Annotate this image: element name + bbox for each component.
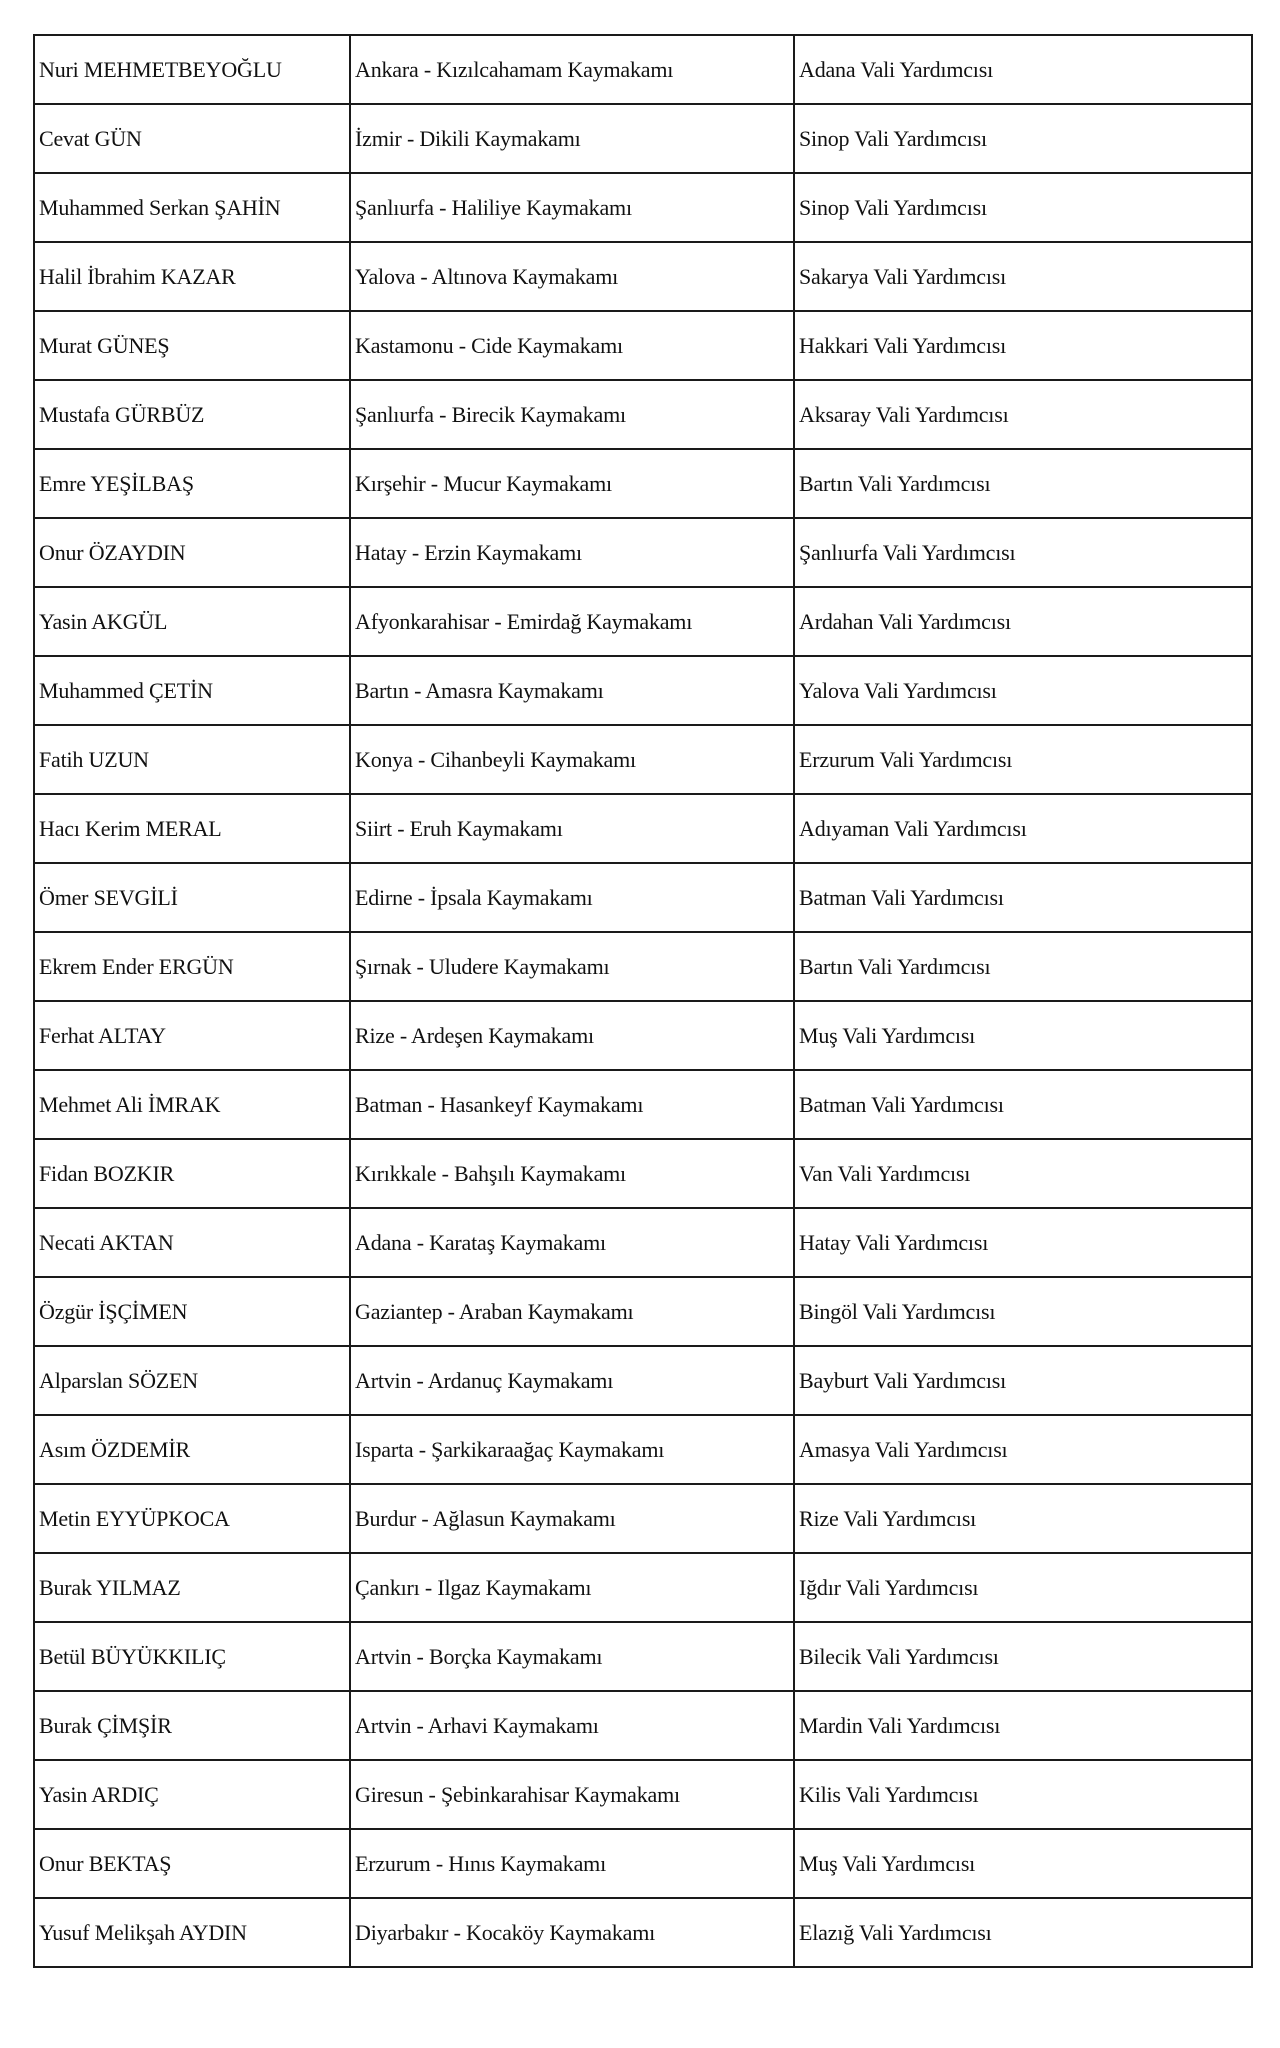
current-post-cell: Şanlıurfa - Birecik Kaymakamı <box>350 380 794 449</box>
current-post-cell: Şanlıurfa - Haliliye Kaymakamı <box>350 173 794 242</box>
official-name-cell: Yasin AKGÜL <box>34 587 350 656</box>
table-row <box>34 518 1252 587</box>
new-post-cell: Sinop Vali Yardımcısı <box>794 104 1252 173</box>
table-row <box>34 1691 1252 1760</box>
current-post-cell: Siirt - Eruh Kaymakamı <box>350 794 794 863</box>
new-post-cell: Mardin Vali Yardımcısı <box>794 1691 1252 1760</box>
official-name-cell: Ömer SEVGİLİ <box>34 863 350 932</box>
official-name-cell: Nuri MEHMETBEYOĞLU <box>34 35 350 104</box>
new-post-cell: Sinop Vali Yardımcısı <box>794 173 1252 242</box>
current-post-cell: İzmir - Dikili Kaymakamı <box>350 104 794 173</box>
current-post-cell: Hatay - Erzin Kaymakamı <box>350 518 794 587</box>
official-name-cell: Necati AKTAN <box>34 1208 350 1277</box>
table-row <box>34 1277 1252 1346</box>
current-post-cell: Şırnak - Uludere Kaymakamı <box>350 932 794 1001</box>
official-name-cell: Burak YILMAZ <box>34 1553 350 1622</box>
table-row <box>34 932 1252 1001</box>
table-row <box>34 449 1252 518</box>
table-row <box>34 1208 1252 1277</box>
official-name-cell: Asım ÖZDEMİR <box>34 1415 350 1484</box>
new-post-cell: Van Vali Yardımcısı <box>794 1139 1252 1208</box>
new-post-cell: Bingöl Vali Yardımcısı <box>794 1277 1252 1346</box>
table-row <box>34 1070 1252 1139</box>
new-post-cell: Rize Vali Yardımcısı <box>794 1484 1252 1553</box>
current-post-cell: Artvin - Ardanuç Kaymakamı <box>350 1346 794 1415</box>
new-post-cell: Sakarya Vali Yardımcısı <box>794 242 1252 311</box>
current-post-cell: Yalova - Altınova Kaymakamı <box>350 242 794 311</box>
new-post-cell: Kilis Vali Yardımcısı <box>794 1760 1252 1829</box>
new-post-cell: Batman Vali Yardımcısı <box>794 1070 1252 1139</box>
current-post-cell: Rize - Ardeşen Kaymakamı <box>350 1001 794 1070</box>
official-name-cell: Mehmet Ali İMRAK <box>34 1070 350 1139</box>
current-post-cell: Batman - Hasankeyf Kaymakamı <box>350 1070 794 1139</box>
new-post-cell: Batman Vali Yardımcısı <box>794 863 1252 932</box>
new-post-cell: Yalova Vali Yardımcısı <box>794 656 1252 725</box>
official-name-cell: Fatih UZUN <box>34 725 350 794</box>
current-post-cell: Çankırı - Ilgaz Kaymakamı <box>350 1553 794 1622</box>
current-post-cell: Adana - Karataş Kaymakamı <box>350 1208 794 1277</box>
new-post-cell: Muş Vali Yardımcısı <box>794 1829 1252 1898</box>
new-post-cell: Aksaray Vali Yardımcısı <box>794 380 1252 449</box>
current-post-cell: Kastamonu - Cide Kaymakamı <box>350 311 794 380</box>
table-row <box>34 725 1252 794</box>
new-post-cell: Ardahan Vali Yardımcısı <box>794 587 1252 656</box>
current-post-cell: Bartın - Amasra Kaymakamı <box>350 656 794 725</box>
table-row <box>34 1415 1252 1484</box>
official-name-cell: Yusuf Melikşah AYDIN <box>34 1898 350 1967</box>
current-post-cell: Konya - Cihanbeyli Kaymakamı <box>350 725 794 794</box>
table-row <box>34 1829 1252 1898</box>
official-name-cell: Muhammed ÇETİN <box>34 656 350 725</box>
table-row <box>34 1139 1252 1208</box>
current-post-cell: Erzurum - Hınıs Kaymakamı <box>350 1829 794 1898</box>
current-post-cell: Gaziantep - Araban Kaymakamı <box>350 1277 794 1346</box>
table-row <box>34 1346 1252 1415</box>
current-post-cell: Kırşehir - Mucur Kaymakamı <box>350 449 794 518</box>
official-name-cell: Muhammed Serkan ŞAHİN <box>34 173 350 242</box>
table-row <box>34 587 1252 656</box>
official-name-cell: Yasin ARDIÇ <box>34 1760 350 1829</box>
official-name-cell: Onur ÖZAYDIN <box>34 518 350 587</box>
new-post-cell: Elazığ Vali Yardımcısı <box>794 1898 1252 1967</box>
new-post-cell: Adana Vali Yardımcısı <box>794 35 1252 104</box>
table-row <box>34 1001 1252 1070</box>
official-name-cell: Hacı Kerim MERAL <box>34 794 350 863</box>
table-row <box>34 1622 1252 1691</box>
current-post-cell: Artvin - Arhavi Kaymakamı <box>350 1691 794 1760</box>
official-name-cell: Burak ÇİMŞİR <box>34 1691 350 1760</box>
table-row <box>34 242 1252 311</box>
new-post-cell: Hakkari Vali Yardımcısı <box>794 311 1252 380</box>
official-name-cell: Mustafa GÜRBÜZ <box>34 380 350 449</box>
table-row <box>34 1760 1252 1829</box>
table-row <box>34 1898 1252 1967</box>
official-name-cell: Özgür İŞÇİMEN <box>34 1277 350 1346</box>
table-row <box>34 656 1252 725</box>
current-post-cell: Kırıkkale - Bahşılı Kaymakamı <box>350 1139 794 1208</box>
official-name-cell: Halil İbrahim KAZAR <box>34 242 350 311</box>
current-post-cell: Isparta - Şarkikaraağaç Kaymakamı <box>350 1415 794 1484</box>
table-row <box>34 311 1252 380</box>
appointments-table <box>33 34 1253 1968</box>
table-row <box>34 1484 1252 1553</box>
official-name-cell: Emre YEŞİLBAŞ <box>34 449 350 518</box>
table-row <box>34 863 1252 932</box>
new-post-cell: Adıyaman Vali Yardımcısı <box>794 794 1252 863</box>
current-post-cell: Ankara - Kızılcahamam Kaymakamı <box>350 35 794 104</box>
current-post-cell: Artvin - Borçka Kaymakamı <box>350 1622 794 1691</box>
table-row <box>34 35 1252 104</box>
document-page <box>33 34 1251 1968</box>
official-name-cell: Murat GÜNEŞ <box>34 311 350 380</box>
official-name-cell: Betül BÜYÜKKILIÇ <box>34 1622 350 1691</box>
official-name-cell: Onur BEKTAŞ <box>34 1829 350 1898</box>
new-post-cell: Muş Vali Yardımcısı <box>794 1001 1252 1070</box>
new-post-cell: Amasya Vali Yardımcısı <box>794 1415 1252 1484</box>
current-post-cell: Afyonkarahisar - Emirdağ Kaymakamı <box>350 587 794 656</box>
official-name-cell: Metin EYYÜPKOCA <box>34 1484 350 1553</box>
current-post-cell: Diyarbakır - Kocaköy Kaymakamı <box>350 1898 794 1967</box>
table-row <box>34 104 1252 173</box>
official-name-cell: Fidan BOZKIR <box>34 1139 350 1208</box>
new-post-cell: Bayburt Vali Yardımcısı <box>794 1346 1252 1415</box>
table-row <box>34 794 1252 863</box>
new-post-cell: Erzurum Vali Yardımcısı <box>794 725 1252 794</box>
official-name-cell: Alparslan SÖZEN <box>34 1346 350 1415</box>
new-post-cell: Bilecik Vali Yardımcısı <box>794 1622 1252 1691</box>
official-name-cell: Cevat GÜN <box>34 104 350 173</box>
new-post-cell: Hatay Vali Yardımcısı <box>794 1208 1252 1277</box>
official-name-cell: Ekrem Ender ERGÜN <box>34 932 350 1001</box>
table-row <box>34 1553 1252 1622</box>
new-post-cell: Bartın Vali Yardımcısı <box>794 932 1252 1001</box>
appointments-table-body <box>34 35 1252 1967</box>
current-post-cell: Burdur - Ağlasun Kaymakamı <box>350 1484 794 1553</box>
new-post-cell: Bartın Vali Yardımcısı <box>794 449 1252 518</box>
current-post-cell: Giresun - Şebinkarahisar Kaymakamı <box>350 1760 794 1829</box>
table-row <box>34 380 1252 449</box>
official-name-cell: Ferhat ALTAY <box>34 1001 350 1070</box>
current-post-cell: Edirne - İpsala Kaymakamı <box>350 863 794 932</box>
new-post-cell: Iğdır Vali Yardımcısı <box>794 1553 1252 1622</box>
new-post-cell: Şanlıurfa Vali Yardımcısı <box>794 518 1252 587</box>
table-row <box>34 173 1252 242</box>
